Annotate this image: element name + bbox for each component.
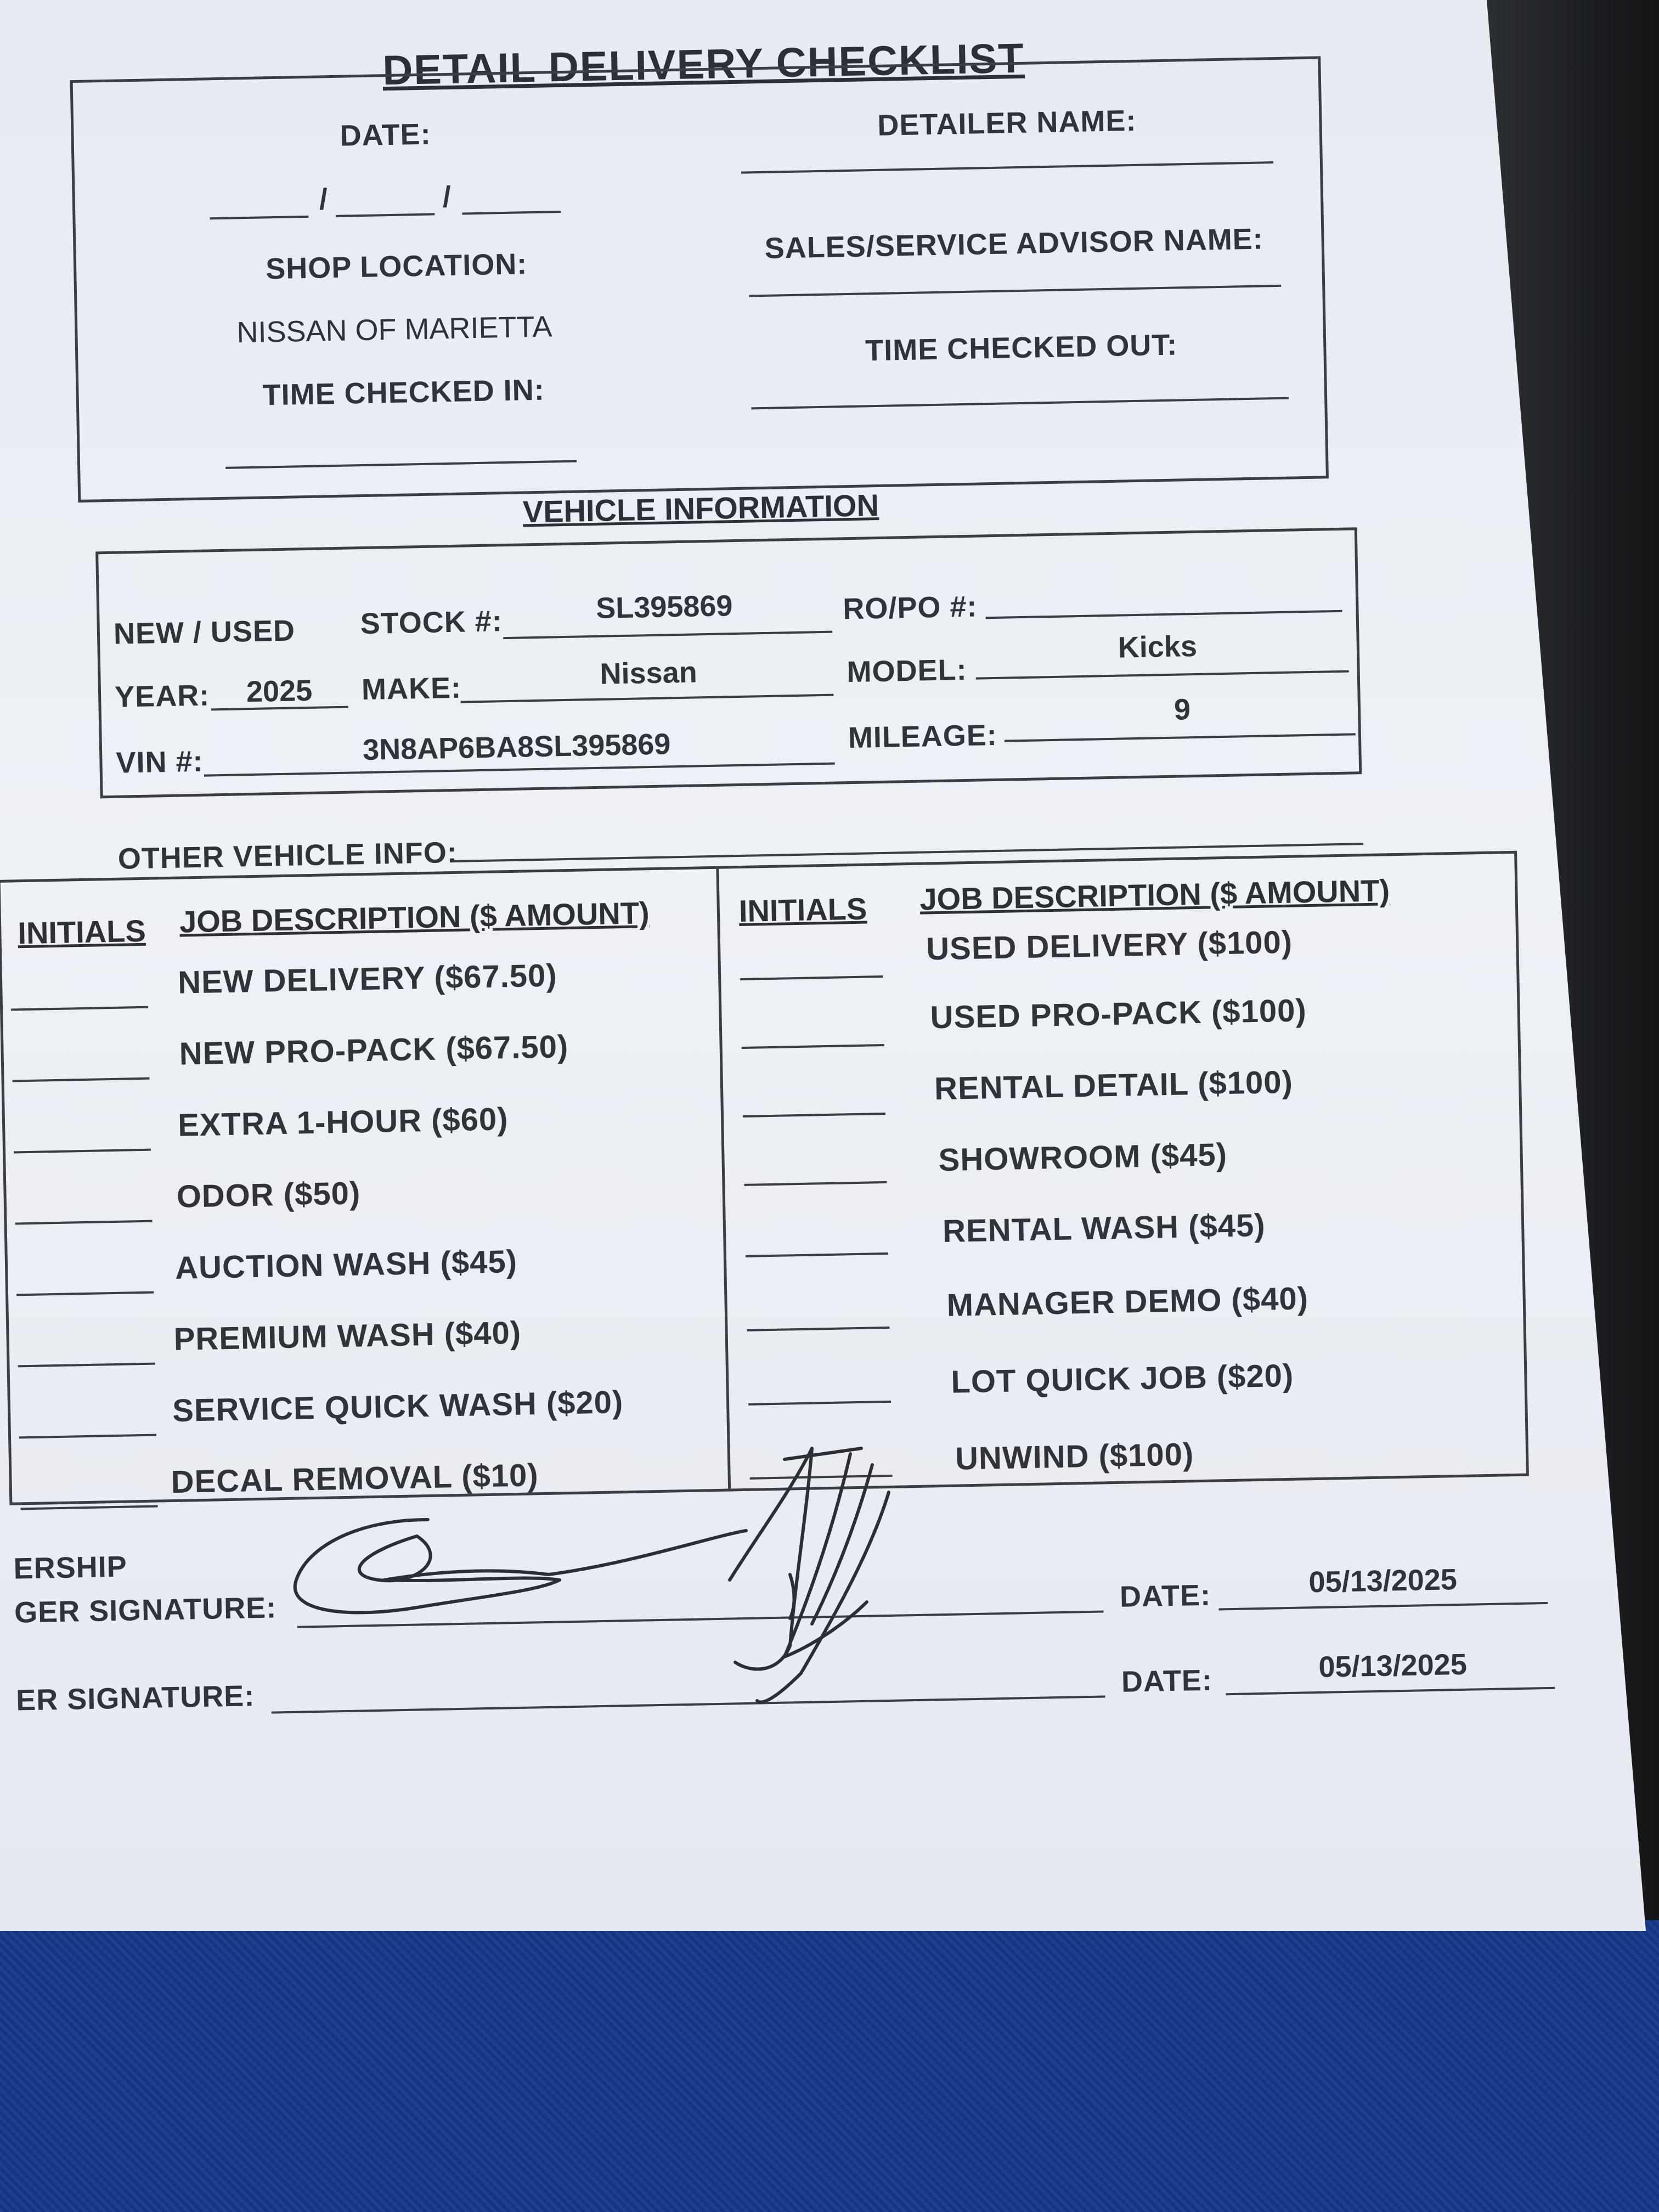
job-right-8: UNWIND ($100)	[955, 1436, 1194, 1477]
job-left-5: AUCTION WASH ($45)	[174, 1243, 518, 1286]
model-label: MODEL:	[846, 653, 968, 689]
job-right-7: LOT QUICK JOB ($20)	[950, 1357, 1294, 1400]
job-left-4: ODOR ($50)	[176, 1175, 361, 1215]
job-right-2: USED PRO-PACK ($100)	[930, 992, 1307, 1036]
right-description-header: JOB DESCRIPTION ($ AMOUNT)	[919, 873, 1390, 917]
date-value-2: 05/13/2025	[1318, 1647, 1468, 1684]
job-left-7: SERVICE QUICK WASH ($20)	[172, 1384, 624, 1429]
job-left-2: NEW PRO-PACK ($67.50)	[179, 1029, 569, 1072]
stock-label: STOCK #:	[360, 605, 503, 641]
other-info-label: OTHER VEHICLE INFO:	[117, 836, 458, 876]
left-initials-header: INITIALS	[17, 913, 146, 951]
job-left-8: DECAL REMOVAL ($10)	[171, 1457, 539, 1500]
date-line-2[interactable]	[1226, 1687, 1555, 1696]
ropo-label: RO/PO #:	[842, 590, 978, 626]
job-left-1: NEW DELIVERY ($67.50)	[177, 957, 558, 1001]
model-value: Kicks	[1118, 629, 1198, 664]
manager-signature-line[interactable]	[297, 1610, 1104, 1628]
make-value: Nissan	[599, 656, 698, 691]
second-signature-line[interactable]	[272, 1695, 1105, 1713]
header-box	[70, 56, 1329, 503]
vehicle-section-title: VEHICLE INFORMATION	[522, 487, 879, 529]
time-out-label: TIME CHECKED OUT:	[865, 328, 1178, 368]
detailer-name-label: DETAILER NAME:	[877, 104, 1137, 142]
date-value-1: 05/13/2025	[1308, 1563, 1458, 1599]
dealership-label-partial: ERSHIP	[13, 1550, 128, 1585]
job-right-4: SHOWROOM ($45)	[938, 1137, 1228, 1178]
job-left-3: EXTRA 1-HOUR ($60)	[177, 1101, 509, 1143]
manager-signature-label: GER SIGNATURE:	[14, 1591, 277, 1629]
shop-location-label: SHOP LOCATION:	[265, 247, 528, 286]
right-initials-header: INITIALS	[738, 891, 867, 928]
job-right-5: RENTAL WASH ($45)	[942, 1207, 1266, 1249]
initials-line[interactable]	[21, 1505, 158, 1510]
second-signature-label: ER SIGNATURE:	[15, 1679, 255, 1717]
job-left-6: PREMIUM WASH ($40)	[173, 1314, 522, 1357]
date-separator-2: /	[442, 180, 452, 214]
date-label: DATE:	[340, 117, 432, 153]
new-used-label: NEW / USED	[113, 614, 296, 651]
shop-location-value: NISSAN OF MARIETTA	[236, 310, 553, 349]
time-in-label: TIME CHECKED IN:	[262, 373, 545, 412]
sales-advisor-label: SALES/SERVICE ADVISOR NAME:	[764, 222, 1264, 265]
vin-label: VIN #:	[115, 744, 204, 780]
document-title: DETAIL DELIVERY CHECKLIST	[382, 35, 1025, 94]
vin-value: 3N8AP6BA8SL395869	[362, 727, 671, 767]
blue-fabric-background	[0, 1920, 1659, 2212]
date-separator-1: /	[319, 183, 329, 216]
date-label-1: DATE:	[1119, 1578, 1211, 1613]
job-right-1: USED DELIVERY ($100)	[926, 924, 1293, 967]
job-right-3: RENTAL DETAIL ($100)	[934, 1064, 1294, 1107]
mileage-label: MILEAGE:	[848, 718, 998, 755]
year-value: 2025	[246, 674, 313, 709]
stock-value: SL395869	[595, 589, 733, 625]
make-label: MAKE:	[361, 671, 462, 707]
job-right-6: MANAGER DEMO ($40)	[946, 1280, 1309, 1323]
left-description-header: JOB DESCRIPTION ($ AMOUNT)	[179, 895, 650, 939]
date-label-2: DATE:	[1121, 1663, 1213, 1699]
mileage-value: 9	[1173, 693, 1191, 726]
date-line-1[interactable]	[1218, 1602, 1548, 1611]
year-label: YEAR:	[114, 679, 210, 714]
